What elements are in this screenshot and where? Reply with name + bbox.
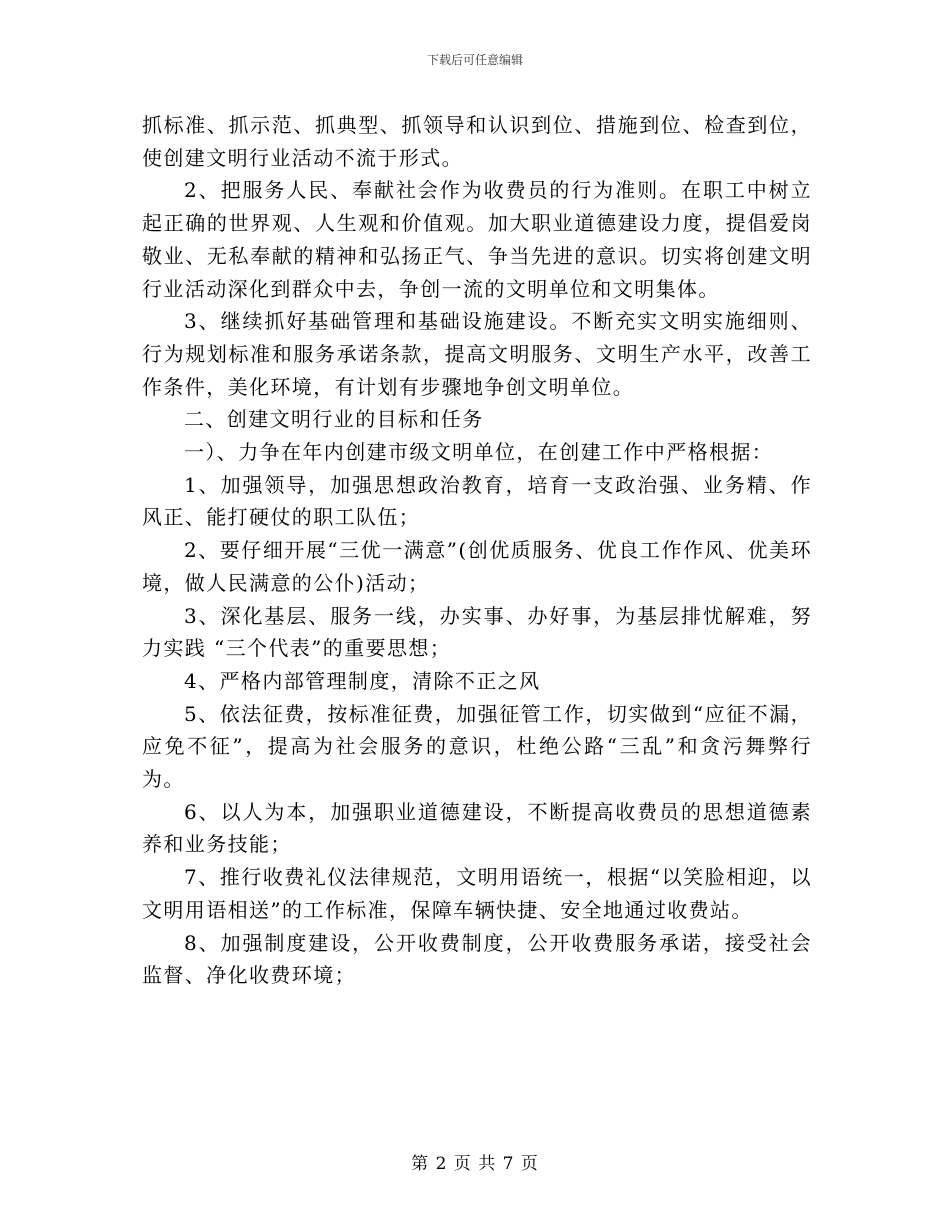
list-item: 5、依法征费，按标准征费，加强征管工作，切实做到“应征不漏，应免不征”，提高为社会服务的意识，杜绝公路“三乱”和贪污舞弊行为。	[142, 701, 812, 792]
list-item: 4、严格内部管理制度，清除不正之风	[184, 668, 541, 693]
page-footer	[0, 1153, 950, 1175]
subsection-heading: 一）、力争在年内创建市级文明单位，在创建工作中严格根据：	[184, 440, 774, 465]
section-heading: 二、创建文明行业的目标和任务	[184, 407, 484, 432]
paragraph: 2、把服务人民、奉献社会作为收费员的行为准则。在职工中树立起正确的世界观、人生观和价值观。加大职业道德建设力度，提倡爱岗敬业、无私奉献的精神和弘扬正气、争当先进的意识。切实将创建文明行业活动深化到群众中去，争创一流的文明单位和文明集体。	[142, 178, 812, 301]
page-header: 下载后可任意编辑	[426, 53, 523, 67]
footer-middle: 页 共	[453, 1154, 497, 1174]
page-number: 2	[435, 1154, 448, 1174]
document-body	[142, 109, 812, 992]
footer-suffix: 页	[520, 1154, 539, 1174]
list-item: 1、加强领导，加强思想政治教育，培育一支政治强、业务精、作风正、能打硬仗的职工队伍；	[142, 472, 812, 530]
paragraph: 抓标准、抓示范、抓典型、抓领导和认识到位、措施到位、检查到位，使创建文明行业活动不流于形式。	[142, 113, 812, 170]
footer-prefix: 第	[411, 1154, 430, 1174]
list-item: 2、要仔细开展“三优一满意”(创优质服务、优良工作作风、优美环境，做人民满意的公仆)活动；	[142, 538, 812, 595]
list-item: 8、加强制度建设，公开收费制度，公开收费服务承诺，接受社会监督、净化收费环境；	[142, 930, 812, 988]
page-total: 7	[502, 1154, 515, 1174]
list-item: 7、推行收费礼仪法律规范，文明用语统一，根据“以笑脸相迎，以文明用语相送”的工作标准，保障车辆快捷、安全地通过收费站。	[142, 865, 812, 922]
paragraph: 3、继续抓好基础管理和基础设施建设。不断充实文明实施细则、行为规划标准和服务承诺条款，提高文明服务、文明生产水平，改善工作条件，美化环境，有计划有步骤地争创文明单位。	[142, 309, 812, 399]
list-item: 3、深化基层、服务一线，办实事、办好事，为基层排忧解难，努力实践 “三个代表”的重要思想；	[142, 603, 812, 661]
list-item: 6、以人为本，加强职业道德建设，不断提高收费员的思想道德素养和业务技能；	[142, 799, 812, 857]
